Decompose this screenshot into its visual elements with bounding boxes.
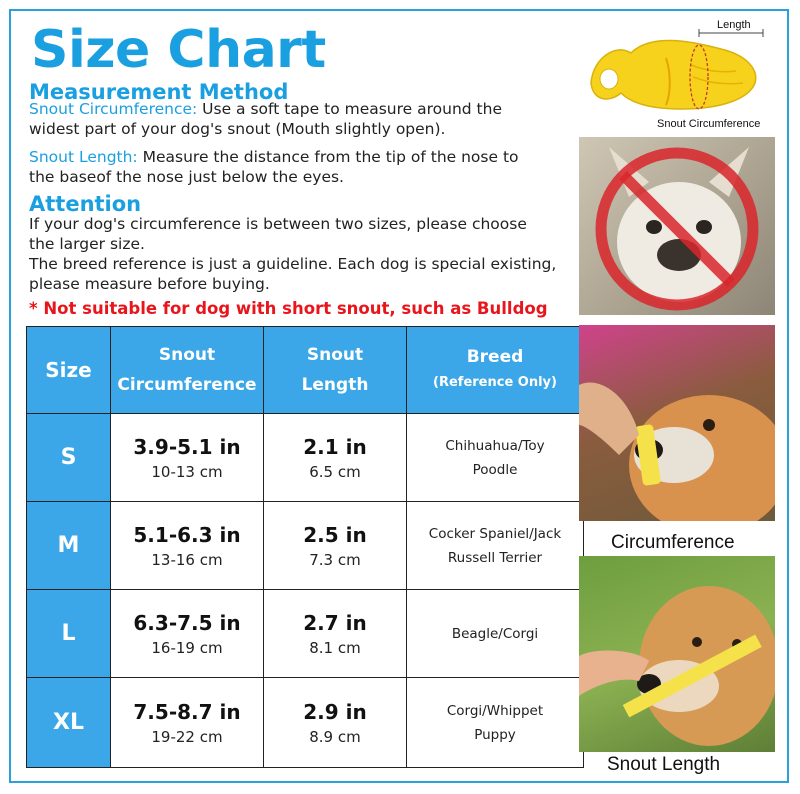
table-row — [27, 590, 584, 678]
header-circumference-line-2: Circumference — [117, 375, 257, 395]
breed-line-1: Cocker Spaniel/Jack — [428, 525, 562, 542]
circumference-inches: 3.9-5.1 in — [133, 434, 241, 459]
header-length-line-1: Snout — [306, 345, 364, 365]
breed-cell — [407, 414, 584, 502]
length-cell — [264, 502, 407, 590]
circumference-cm: 19-22 cm — [151, 727, 223, 746]
header-breed-note: (Reference Only) — [433, 375, 557, 390]
breed-cell — [407, 502, 584, 590]
attention-line-3: The breed reference is just a guideline. Each dog is special existing, — [29, 255, 557, 273]
circumference-cell — [111, 678, 264, 768]
length-text-1: Measure the distance from the tip of the nose to — [137, 148, 519, 166]
length-cell — [264, 414, 407, 502]
snout-length-caption: Snout Length — [607, 754, 721, 775]
breed-line-1: Chihuahua/Toy — [445, 437, 545, 454]
table-row — [27, 502, 584, 590]
circumference-text-1: Use a soft tape to measure around the — [197, 100, 502, 118]
breed-line-2: Poodle — [472, 461, 518, 478]
breed-cell — [407, 678, 584, 768]
dog-circumference-image — [579, 325, 775, 521]
size-cell: XL — [27, 678, 111, 768]
attention-heading: Attention — [29, 192, 142, 216]
measurement-heading: Measurement Method — [29, 80, 289, 104]
breed-line-2: Puppy — [474, 726, 516, 743]
circumference-cell — [111, 502, 264, 590]
length-cm: 8.9 cm — [309, 727, 361, 746]
header-length-line-2: Length — [301, 375, 369, 395]
header-circumference — [111, 327, 264, 414]
breed-line-1: Corgi/Whippet — [446, 702, 544, 719]
length-instruction — [29, 147, 519, 187]
muzzle-diagram — [571, 13, 781, 137]
circumference-instruction — [29, 99, 502, 139]
circumference-cell — [111, 414, 264, 502]
table-row — [27, 678, 584, 768]
length-cm: 8.1 cm — [309, 638, 361, 657]
length-inches: 2.7 in — [303, 610, 367, 635]
circumference-inches: 7.5-8.7 in — [133, 699, 241, 724]
size-cell: L — [27, 590, 111, 678]
size-cell: S — [27, 414, 111, 502]
length-cm: 7.3 cm — [309, 550, 361, 569]
header-breed-line: Breed — [466, 347, 524, 367]
circumference-label: Snout Circumference: — [29, 100, 198, 118]
length-label: Snout Length: — [29, 148, 138, 166]
attention-line-1: If your dog's circumference is between two sizes, please choose — [29, 215, 527, 233]
header-circumference-line-1: Snout — [158, 345, 216, 365]
page-title: Size Chart — [31, 20, 326, 80]
breed-line-2: Russell Terrier — [447, 549, 543, 566]
length-text-2: the baseof the nose just below the eyes. — [29, 168, 344, 186]
length-inches: 2.5 in — [303, 522, 367, 547]
bulldog-image — [579, 137, 775, 315]
length-inches: 2.1 in — [303, 434, 367, 459]
muzzle-circumference-label: Snout Circumference — [657, 118, 761, 130]
length-cm: 6.5 cm — [309, 462, 361, 481]
muzzle-length-label: Length — [717, 19, 751, 31]
size-table — [26, 326, 584, 768]
length-inches: 2.9 in — [303, 699, 367, 724]
size-chart-frame — [9, 9, 789, 783]
attention-text — [29, 214, 556, 294]
circumference-text-2: widest part of your dog's snout (Mouth slightly open). — [29, 120, 446, 138]
circumference-photo — [579, 325, 775, 521]
breed-line-1: Beagle/Corgi — [451, 625, 539, 642]
attention-line-4: please measure before buying. — [29, 275, 270, 293]
length-cell — [264, 590, 407, 678]
circumference-cell — [111, 590, 264, 678]
circumference-cm: 16-19 cm — [151, 638, 223, 657]
header-breed — [407, 327, 584, 414]
length-cell — [264, 678, 407, 768]
dog-length-image — [579, 556, 775, 752]
circumference-cm: 10-13 cm — [151, 462, 223, 481]
bulldog-photo — [579, 137, 775, 315]
circumference-caption: Circumference — [611, 532, 735, 553]
table-row — [27, 414, 584, 502]
circumference-cm: 13-16 cm — [151, 550, 223, 569]
header-length — [264, 327, 407, 414]
breed-cell — [407, 590, 584, 678]
size-cell: M — [27, 502, 111, 590]
table-header-row — [27, 327, 584, 414]
snout-length-photo — [579, 556, 775, 752]
circumference-inches: 5.1-6.3 in — [133, 522, 241, 547]
warning-text: * Not suitable for dog with short snout, such as Bulldog — [29, 299, 548, 318]
circumference-inches: 6.3-7.5 in — [133, 610, 241, 635]
attention-line-2: the larger size. — [29, 235, 145, 253]
header-size: Size — [27, 327, 111, 414]
